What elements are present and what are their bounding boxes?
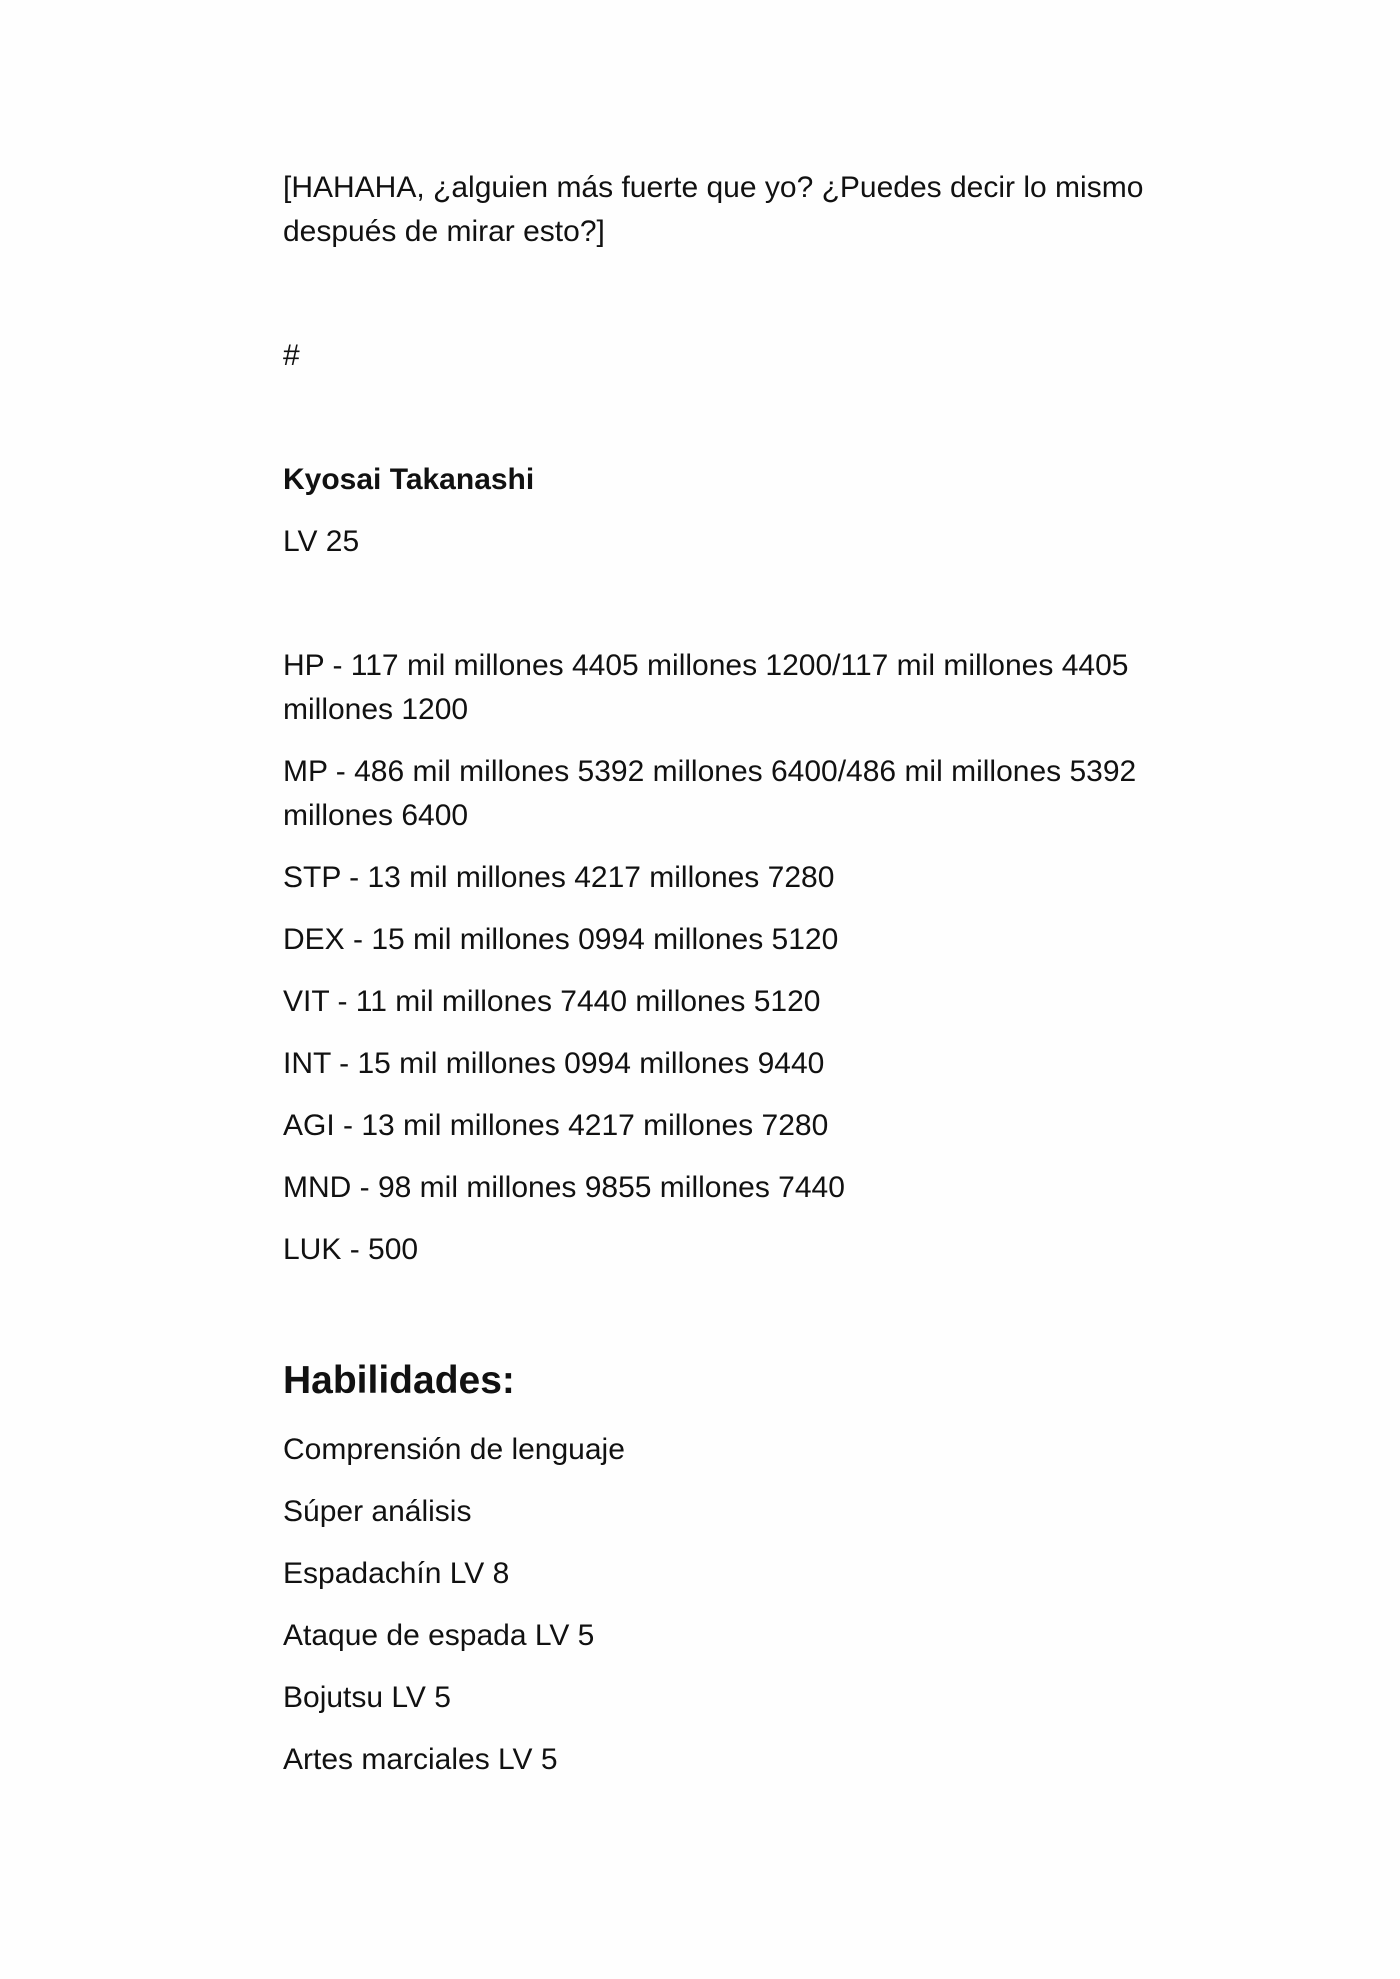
stat-agi: AGI - 13 mil millones 4217 millones 7280 — [283, 1109, 829, 1142]
skills-list — [283, 1428, 625, 1800]
skill-item: Comprensión de lenguaje — [283, 1433, 625, 1466]
stat-mp: MP - 486 mil millones 5392 millones 6400/486 mil millones 5392 millones 6400 — [283, 755, 1137, 832]
intro-paragraph: [HAHAHA, ¿alguien más fuerte que yo? ¿Puedes decir lo mismo después de mirar esto?] — [283, 171, 1144, 248]
stat-vit: VIT - 11 mil millones 7440 millones 5120 — [283, 985, 821, 1018]
skill-item: Súper análisis — [283, 1495, 472, 1528]
stat-stp: STP - 13 mil millones 4217 millones 7280 — [283, 861, 835, 894]
character-level: LV 25 — [283, 525, 360, 558]
stat-int: INT - 15 mil millones 0994 millones 9440 — [283, 1047, 825, 1080]
character-name: Kyosai Takanashi — [283, 463, 535, 496]
stats-list — [283, 644, 1163, 1290]
skill-item: Bojutsu LV 5 — [283, 1681, 451, 1714]
stat-luk: LUK - 500 — [283, 1233, 419, 1266]
skill-item: Espadachín LV 8 — [283, 1557, 510, 1590]
stat-hp: HP - 117 mil millones 4405 millones 1200/117 mil millones 4405 millones 1200 — [283, 649, 1129, 726]
stat-dex: DEX - 15 mil millones 0994 millones 5120 — [283, 923, 839, 956]
section-separator: # — [283, 339, 300, 372]
stat-mnd: MND - 98 mil millones 9855 millones 7440 — [283, 1171, 845, 1204]
skill-item: Artes marciales LV 5 — [283, 1743, 558, 1776]
skills-heading: Habilidades: — [283, 1359, 515, 1402]
skill-item: Ataque de espada LV 5 — [283, 1619, 595, 1652]
document-page — [283, 0, 1183, 1979]
